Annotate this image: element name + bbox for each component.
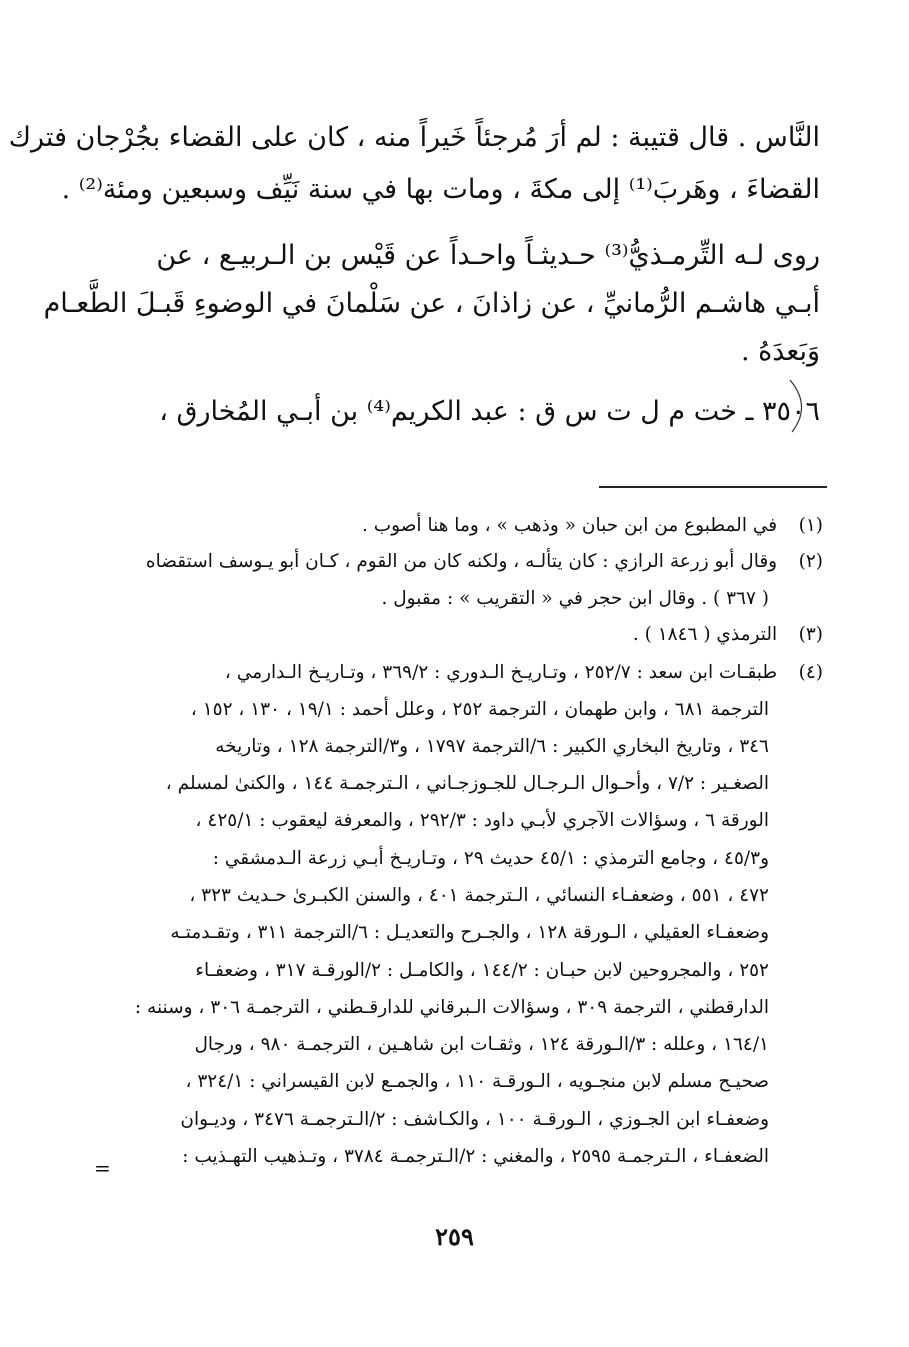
footnote-4-line-10: الدارقطني ، الترجمة ٣٠٩ ، وسؤالات الـبرقاني للدارقـطني ، الترجمـة ٣٠٦ ، وسننه : bbox=[134, 997, 769, 1018]
footnote-3 bbox=[103, 624, 823, 645]
footnote-number: (٤) bbox=[798, 662, 823, 683]
footnote-4-line-7: ٤٧٢ ، ٥٥١ ، وضعفـاء النسائي ، الـترجمة ٤٠١ ، والسنن الكبـرىٰ حـديث ٣٢٣ ، bbox=[189, 885, 769, 906]
footnote-4 bbox=[103, 662, 823, 683]
footnote-text: في المطبوع من ابن حبان « وذهب » ، وما هنا أصوب . bbox=[361, 515, 778, 536]
footnote-separator bbox=[599, 486, 827, 488]
footnote-4-line-13: وضعفـاء ابن الجـوزي ، الـورقـة ١٠٠ ، والكـاشف : ٢/الـترجمـة ٣٤٧٦ ، وديـوان bbox=[180, 1109, 769, 1130]
body-line-4: أبـي هاشـم الرُّمانيِّ ، عن زاذانَ ، عن سَلْمانَ في الوضوءِ قَبـلَ الطَّعـام bbox=[43, 288, 820, 319]
page-number: ٢٥٩ bbox=[435, 1222, 474, 1251]
footnote-4-line-8: وضعفـاء العقيلي ، الـورقة ١٢٨ ، والجـرح والتعديـل : ٦/الترجمة ٣١١ ، وتقـدمتـه bbox=[170, 922, 769, 943]
footnote-text: الترمذي ( ١٨٤٦ ) . bbox=[632, 624, 778, 645]
footnote-1 bbox=[103, 515, 823, 536]
footnote-number: (٢) bbox=[798, 551, 823, 572]
footnote-4-line-6: و٤٥/٣ ، وجامع الترمذي : ٤٥/١ حديث ٢٩ ، وتـاريـخ أبـي زرعة الـدمشقي : bbox=[212, 848, 769, 869]
footnote-number: (٣) bbox=[798, 624, 823, 645]
footnote-number: (١) bbox=[798, 515, 823, 536]
footnote-4-line-3: ٣٤٦ ، وتاريخ البخاري الكبير : ٦/الترجمة ١٧٩٧ ، و٣/الترجمة ١٢٨ ، وتاريخه bbox=[215, 736, 769, 757]
footnote-4-line-12: صحيـح مسلم لابن منجـويه ، الـورقـة ١١٠ ، والجمـع لابن القيسراني : ٣٢٤/١ ، bbox=[185, 1071, 769, 1092]
footnote-4-line-4: الصغـير : ٧/٢ ، وأحـوال الـرجـال للجـوزجـاني ، الـترجمـة ١٤٤ ، والكنىٰ لمسلم ، bbox=[165, 773, 769, 794]
body-line-5: وَبَعدَهُ . bbox=[740, 336, 820, 367]
footnote-4-line-2: الترجمة ٦٨١ ، وابن طهمان ، الترجمة ٢٥٢ ، وعلل أحمد : ١٩/١ ، ١٣٠ ، ١٥٢ ، bbox=[190, 699, 769, 720]
margin-bracket-mark bbox=[786, 378, 816, 434]
body-line-3: روى لـه التِّرمـذيُّ⁽³⁾ حـديثـاً واحـداً عن قَيْس بن الـربيـع ، عن bbox=[156, 240, 820, 271]
entry-heading: ٣٥٠٦ ـ خت م ل ت س ق : عبد الكريم⁽⁴⁾ بن أبـي المُخارق ، bbox=[159, 396, 820, 427]
continuation-mark: = bbox=[94, 1156, 111, 1180]
footnote-text: وقال أبو زرعة الرازي : كان يتألـه ، ولكنه كان من القوم ، كـان أبو يـوسف استقضاه bbox=[145, 551, 778, 572]
footnote-4-line-11: ١٦٤/١ ، وعلله : ٣/الـورقة ١٢٤ ، وثقـات ابن شاهـين ، الترجمـة ٩٨٠ ، ورجال bbox=[194, 1034, 769, 1055]
footnote-text: طبقـات ابن سعد : ٢٥٢/٧ ، وتـاريـخ الـدوري : ٣٦٩/٢ ، وتـاريـخ الـدارمي ، bbox=[224, 662, 778, 683]
body-line-2: القضاءَ ، وهَربَ⁽¹⁾ إلى مكةَ ، ومات بها في سنة نَيِّف وسبعين ومئة⁽²⁾ . bbox=[61, 174, 820, 205]
footnote-2-continued: ( ٣٦٧ ) . وقال ابن حجر في « التقريب » : مقبول . bbox=[381, 588, 769, 609]
footnote-4-line-9: ٢٥٢ ، والمجروحين لابن حبـان : ١٤٤/٢ ، والكامـل : ٢/الورقـة ٣١٧ ، وضعفـاء bbox=[195, 960, 769, 981]
footnote-4-line-14: الضعفـاء ، الـترجمـة ٢٥٩٥ ، والمغني : ٢/الـترجمـة ٣٧٨٤ ، وتـذهيب التهـذيب : bbox=[182, 1146, 769, 1167]
footnote-4-line-5: الورقة ٦ ، وسؤالات الآجري لأبـي داود : ٢٩٢/٣ ، والمعرفة ليعقوب : ٤٢٥/١ ، bbox=[195, 810, 769, 831]
footnote-2 bbox=[103, 551, 823, 572]
body-line-1: النَّاس . قال قتيبة : لم أرَ مُرجئاً خَيراً منه ، كان على القضاء بجُرْجان فترك bbox=[8, 122, 820, 153]
